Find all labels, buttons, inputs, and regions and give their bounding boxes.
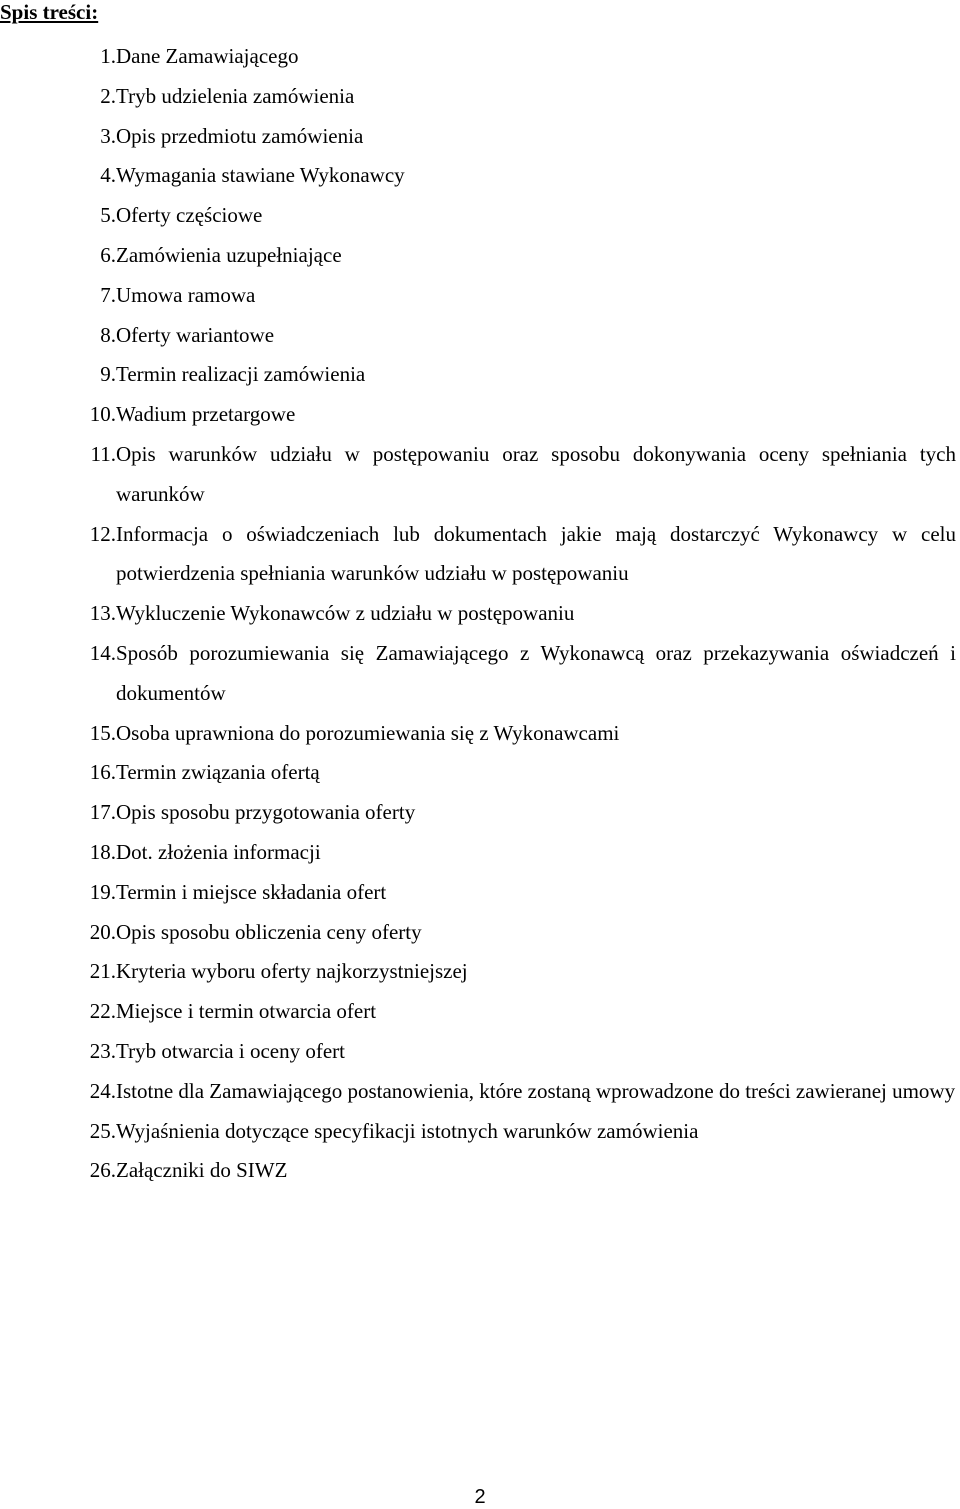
toc-item-number: 19. xyxy=(89,879,116,904)
toc-item-number: 21. xyxy=(89,959,116,984)
toc-item-text: Termin związania ofertą xyxy=(116,760,320,785)
toc-item-text: Miejsce i termin otwarcia ofert xyxy=(116,999,377,1024)
toc-item xyxy=(70,1151,956,1191)
toc-item-text: Oferty częściowe xyxy=(116,203,263,228)
toc-item-text: Informacja o oświadczeniach lub dokumentach jakie mają dostarczyć Wykonawcy w celu potwierdzenia spełniania warunków udziału w postępowaniu xyxy=(116,521,956,586)
table-of-contents xyxy=(70,37,956,1191)
toc-item xyxy=(70,515,956,595)
toc-item xyxy=(70,117,956,157)
toc-item-number: 13. xyxy=(89,601,116,626)
toc-item-number: 12. xyxy=(89,521,116,546)
toc-item-number: 11. xyxy=(90,441,116,466)
toc-item xyxy=(70,1112,956,1152)
toc-item-text: Osoba uprawniona do porozumiewania się z Wykonawcami xyxy=(116,720,620,745)
toc-item xyxy=(70,714,956,754)
toc-item-text: Wadium przetargowe xyxy=(116,402,296,427)
toc-item-text: Termin i miejsce składania ofert xyxy=(116,879,387,904)
toc-item-text: Kryteria wyboru oferty najkorzystniejszej xyxy=(116,959,468,984)
toc-item-number: 16. xyxy=(89,760,116,785)
toc-item xyxy=(70,435,956,515)
toc-item-text: Wykluczenie Wykonawców z udziału w postępowaniu xyxy=(116,601,575,626)
toc-item-text: Tryb otwarcia i oceny ofert xyxy=(116,1038,345,1063)
toc-item xyxy=(70,1032,956,1072)
toc-item-number: 14. xyxy=(89,640,116,665)
toc-item-number: 3. xyxy=(100,123,116,148)
toc-item xyxy=(70,236,956,276)
toc-item-number: 9. xyxy=(100,362,116,387)
toc-item xyxy=(70,992,956,1032)
toc-item-text: Opis sposobu obliczenia ceny oferty xyxy=(116,919,422,944)
toc-item-text: Wymagania stawiane Wykonawcy xyxy=(116,163,405,188)
toc-heading: Spis treści: xyxy=(0,0,99,24)
toc-item-number: 6. xyxy=(100,242,116,267)
toc-item-text: Dot. złożenia informacji xyxy=(116,839,321,864)
toc-item-text: Załączniki do SIWZ xyxy=(116,1158,288,1183)
toc-item-text: Opis przedmiotu zamówienia xyxy=(116,123,364,148)
toc-item-number: 26. xyxy=(89,1158,116,1183)
toc-item-number: 18. xyxy=(89,839,116,864)
toc-item-number: 17. xyxy=(89,800,116,825)
toc-item-number: 15. xyxy=(89,720,116,745)
page-number: 2 xyxy=(474,1486,486,1508)
toc-item xyxy=(70,316,956,356)
toc-item-text: Istotne dla Zamawiającego postanowienia, które zostaną wprowadzone do treści zawieranej umowy xyxy=(116,1078,956,1103)
toc-item-text: Dane Zamawiającego xyxy=(116,44,299,68)
toc-item xyxy=(70,37,956,77)
toc-item-text: Wyjaśnienia dotyczące specyfikacji istotnych warunków zamówienia xyxy=(116,1118,699,1143)
toc-item-text: Zamówienia uzupełniające xyxy=(116,242,342,267)
toc-item xyxy=(70,1072,956,1112)
toc-item-text: Opis sposobu przygotowania oferty xyxy=(116,800,416,825)
toc-item-number: 10. xyxy=(89,402,116,427)
toc-item-text: Opis warunków udziału w postępowaniu oraz sposobu dokonywania oceny spełniania tych warunków xyxy=(116,441,956,506)
toc-item-number: 23. xyxy=(89,1038,116,1063)
toc-item-number: 4. xyxy=(100,163,116,188)
toc-item xyxy=(70,156,956,196)
toc-item xyxy=(70,196,956,236)
toc-item-number: 8. xyxy=(100,322,116,347)
toc-item xyxy=(70,913,956,953)
toc-item xyxy=(70,952,956,992)
toc-item xyxy=(70,594,956,634)
toc-item-number: 24. xyxy=(89,1078,116,1103)
toc-item-number: 1. xyxy=(100,44,116,68)
toc-item-text: Termin realizacji zamówienia xyxy=(116,362,366,387)
toc-item-text: Umowa ramowa xyxy=(116,282,256,307)
toc-item xyxy=(70,634,956,714)
toc-item-number: 5. xyxy=(100,203,116,228)
toc-item-number: 25. xyxy=(89,1118,116,1143)
toc-item xyxy=(70,793,956,833)
toc-item-number: 20. xyxy=(89,919,116,944)
toc-item xyxy=(70,753,956,793)
toc-item xyxy=(70,77,956,117)
toc-item-number: 22. xyxy=(89,999,116,1024)
toc-item-text: Oferty wariantowe xyxy=(116,322,275,347)
toc-item xyxy=(70,276,956,316)
toc-item-number: 7. xyxy=(100,282,116,307)
toc-item-number: 2. xyxy=(100,83,116,108)
toc-item-text: Tryb udzielenia zamówienia xyxy=(116,83,355,108)
toc-item xyxy=(70,355,956,395)
toc-item-text: Sposób porozumiewania się Zamawiającego z Wykonawcą oraz przekazywania oświadczeń i dokumentów xyxy=(116,640,956,705)
toc-item xyxy=(70,873,956,913)
toc-item xyxy=(70,395,956,435)
toc-item xyxy=(70,833,956,873)
